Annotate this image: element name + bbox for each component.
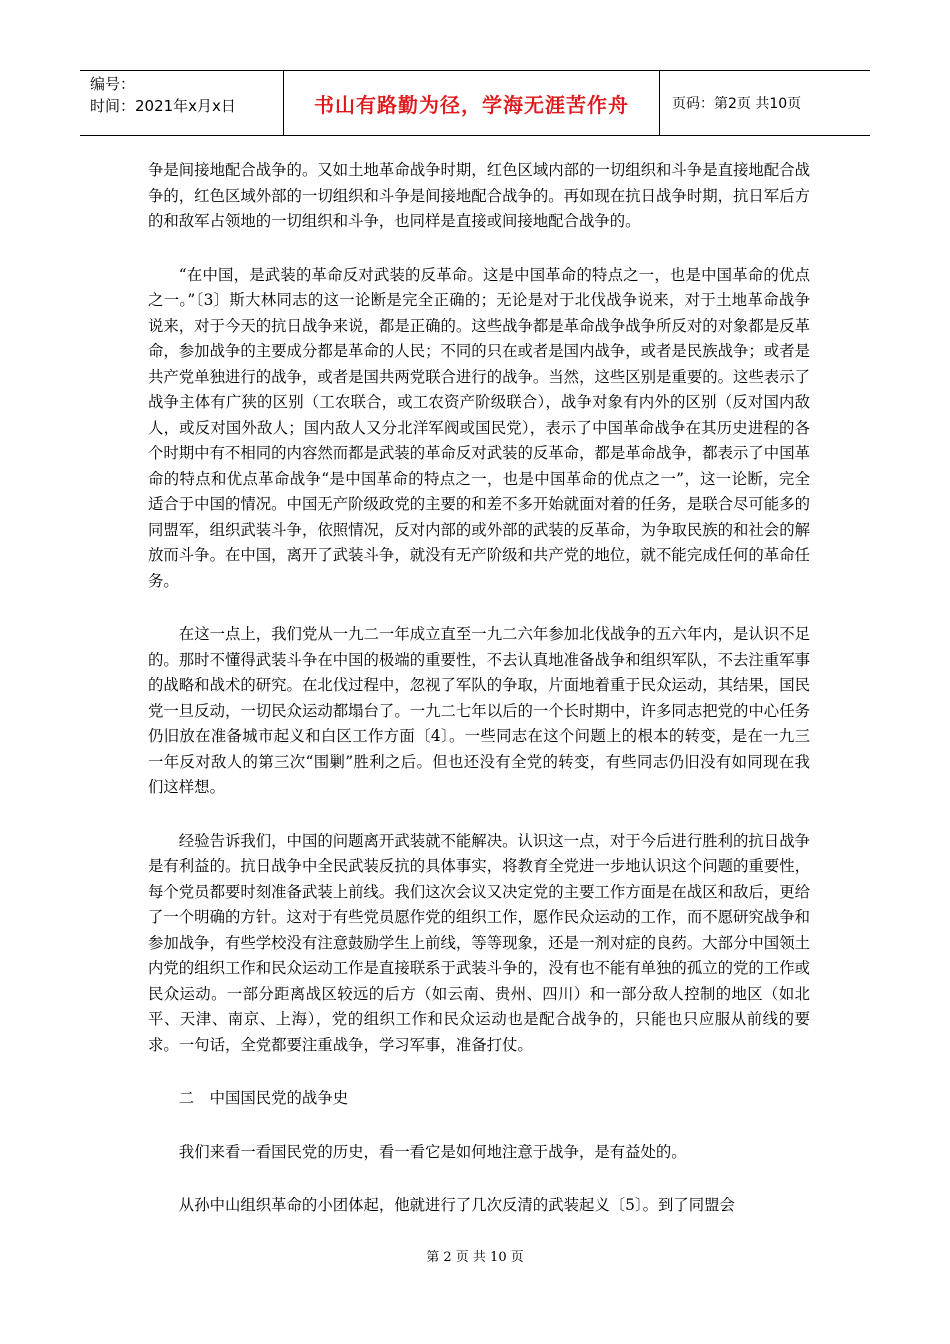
paragraph: “在中国，是武装的革命反对武装的反革命。这是中国革命的特点之一，也是中国革命的优点之一。”〔3〕斯大林同志的这一论断是完全正确的；无论是对于北伐战争说来，对于土地革命战争说来，对于今天的抗日战争来说，都是正确的。这些战争都是革命战争战争所反对的对象都是反革命，参加战争的主要成分都是革命的人民；不同的只在或者是国内战争，或者是民族战争；或者是共产党单独进行的战争，或者是国共两党联合进行的战争。当然，这些区别是重要的。这些表示了战争主体有广狭的区别（工农联合，或工农资产阶级联合），战争对象有内外的区别（反对国内敌人，或反对国外敌人；国内敌人又分北洋军阀或国民党），表示了中国革命战争在其历史进程的各个时期中有不相同的内容然而都是武装的革命反对武装的反革命，都是革命战争，都表示了中国革命的特点和优点革命战争“是中国革命的特点之一，也是中国革命的优点之一”，这一论断，完全适合于中国的情况。中国无产阶级政党的主要的和差不多开始就面对着的任务，是联合尽可能多的同盟军，组织武装斗争，依照情况，反对内部的或外部的武装的反革命，为争取民族的和社会的解放而斗争。在中国，离开了武装斗争，就没有无产阶级和共产党的地位，就不能完成任何的革命任务。 xyxy=(148,265,810,590)
paragraph: 在这一点上，我们党从一九二一年成立直至一九二六年参加北伐战争的五六年内，是认识不足的。那时不懂得武装斗争在中国的极端的重要性，不去认真地准备战争和组织军队，不去注重军事的战略和战术的研究。在北伐过程中，忽视了军队的争取，片面地着重于民众运动，其结果，国民党一旦反动，一切民众运动都塌台了。一九二七年以后的一个长时期中，许多同志把党的中心任务仍旧放在准备城市起义和白区工作方面〔4〕。一些同志在这个问题上的根本的转变，是在一九三一年反对敌人的第三次“围剿”胜利之后。但也还没有全党的转变，有些同志仍旧没有如同现在我们这样想。 xyxy=(148,625,810,796)
paragraph: 经验告诉我们，中国的问题离开武装就不能解决。认识这一点，对于今后进行胜利的抗日战争是有利益的。抗日战争中全民武装反抗的具体事实，将教育全党进一步地认识这个问题的重要性，每个党员都要时刻准备武装上前线。我们这次会议又决定党的主要工作方面是在战区和敌后，更给了一个明确的方针。这对于有些党员愿作党的组织工作，愿作民众运动的工作，而不愿研究战争和参加战争，有些学校没有注意鼓励学生上前线，等等现象，还是一剂对症的良药。大部分中国领土内党的组织工作和民众运动工作是直接联系于武装斗争的，没有也不能有单独的孤立的党的工作或民众运动。一部分距离战区较远的后方（如云南、贵州、四川）和一部分敌人控制的地区（如北平、天津、南京、上海），党的组织工作和民众运动也是配合战争的，只能也只应服从前线的要求。一句话，全党都要注重战争，学习军事，准备打仗。 xyxy=(148,831,810,1054)
document-number-label: 编号： xyxy=(90,75,136,93)
header-motto: 书山有路勤为径，学海无涯苦作舟 xyxy=(314,92,629,117)
header-meta-cell xyxy=(80,71,284,135)
header-motto-cell xyxy=(284,71,660,135)
page-footer: 第 2 页 共 10 页 xyxy=(426,1250,524,1265)
header-page-number: 页码：第2页 共10页 xyxy=(672,96,802,112)
section-heading: 二 中国国民党的战争史 xyxy=(178,1089,349,1107)
paragraph: 从孙中山组织革命的小团体起，他就进行了几次反清的武装起义〔5〕。到了同盟会 xyxy=(178,1196,735,1214)
header-page-cell xyxy=(660,71,870,135)
page-header xyxy=(80,70,870,136)
document-body xyxy=(148,158,810,1247)
paragraph-continuation: 争是间接地配合战争的。又如土地革命战争时期，红色区域内部的一切组织和斗争是直接地配合战争的，红色区域外部的一切组织和斗争是间接地配合战争的。再如现在抗日战争时期，抗日军后方的和敌军占领地的一切组织和斗争，也同样是直接或间接地配合战争的。 xyxy=(148,161,810,230)
document-date-label: 时间：2021年x月x日 xyxy=(90,97,236,115)
paragraph: 我们来看一看国民党的历史，看一看它是如何地注意于战争，是有益处的。 xyxy=(178,1142,687,1161)
